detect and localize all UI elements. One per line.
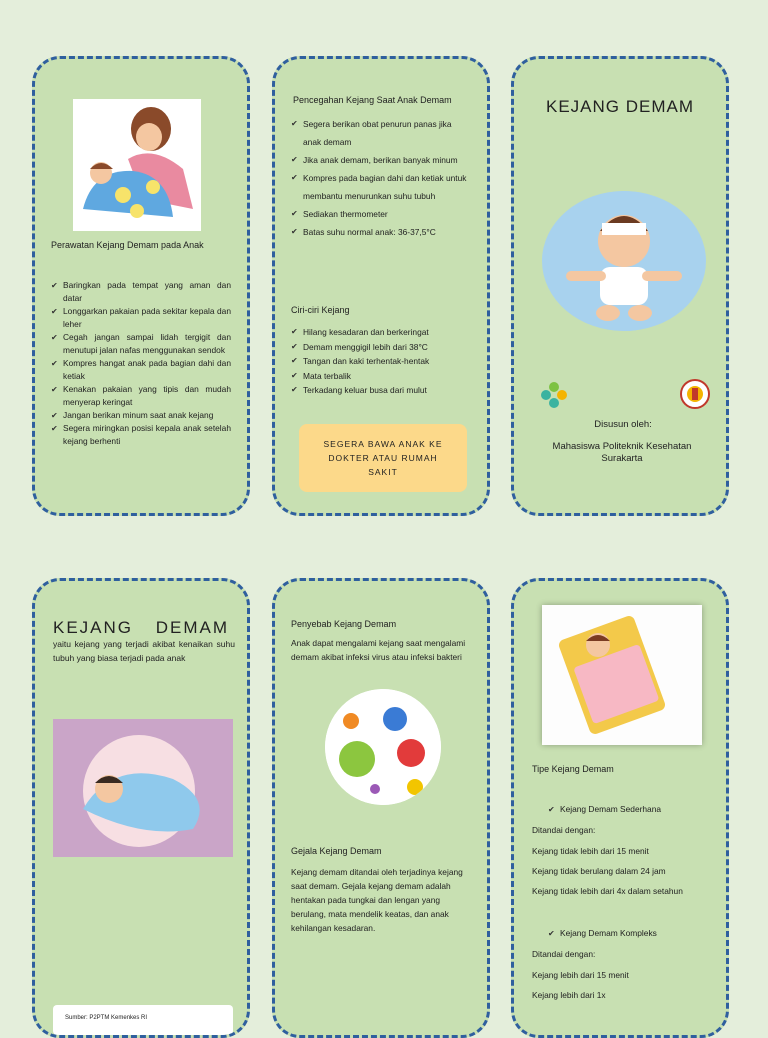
type1-label: ✔ Kejang Demam Sederhana — [548, 803, 718, 816]
callout-text: SEGERA BAWA ANAK KE DOKTER ATAU RUMAH SAKIT — [323, 439, 443, 477]
symptoms-text: Kejang demam ditandai oleh terjadinya kejang saat demam. Gejala kejang demam adalah hentakan pada tungkai dan lengan yang berulang, mata mendelik keatas, dan anak kehilangan kesadaran. — [291, 867, 463, 933]
list-item: ✔ Batas suhu normal anak: 36-37,5°C — [291, 223, 471, 241]
list-item: ✔ Sediakan thermometer — [291, 205, 471, 223]
sick-child-illustration — [542, 191, 706, 331]
panel-types — [511, 578, 729, 1038]
symptoms-list — [291, 325, 481, 398]
type2-marked-by: Ditandai dengan: — [532, 949, 596, 959]
child-in-blanket-illustration — [53, 719, 233, 857]
child-in-bed-illustration — [542, 605, 702, 745]
type2-label: ✔ Kejang Demam Kompleks — [548, 927, 718, 940]
causes-text: Anak dapat mengalami kejang saat mengalami demam akibat infeksi virus atau infeksi bakteri — [291, 638, 466, 662]
panel-prevention — [272, 56, 490, 516]
list-item: ✔ Cegah jangan sampai lidah tergigit dan menutupi jalan nafas menggunakan sendok — [51, 331, 231, 357]
poltekkes-logo — [680, 379, 710, 409]
type2-item: Kejang lebih dari 1x — [532, 990, 606, 1000]
list-item: ✔ Segera miringkan posisi kepala anak setelah kejang berhenti — [51, 422, 231, 448]
definition-title: KEJANG DEMAM — [53, 618, 229, 637]
list-item: ✔ Segera berikan obat penurun panas jika anak demam — [291, 115, 471, 151]
type2-item: Kejang lebih dari 15 menit — [532, 970, 629, 980]
type1-item: Kejang tidak lebih dari 15 menit — [532, 846, 649, 856]
list-item: ✔ Baringkan pada tempat yang aman dan datar — [51, 279, 231, 305]
type1-list — [548, 803, 718, 816]
source-text: Sumber: P2PTM Kemenkes RI — [65, 1015, 148, 1021]
type1-item: Kejang tidak berulang dalam 24 jam — [532, 866, 666, 876]
panel-cover — [511, 56, 729, 516]
definition-text — [53, 618, 235, 665]
prevention-list — [291, 115, 471, 241]
compiled-by-label: Disusun oleh: — [594, 419, 652, 430]
callout-box — [299, 424, 467, 492]
panel-causes — [272, 578, 490, 1038]
type1-item: Kejang tidak lebih dari 4x dalam setahun — [532, 886, 683, 896]
list-item: ✔ Demam menggigil lebih dari 38°C — [291, 340, 481, 355]
types-heading: Tipe Kejang Demam — [532, 764, 614, 774]
prevention-heading: Pencegahan Kejang Saat Anak Demam — [293, 95, 452, 105]
list-item: ✔ Jangan berikan minum saat anak kejang — [51, 409, 231, 422]
list-item: ✔ Hilang kesadaran dan berkeringat — [291, 325, 481, 340]
type2-list — [548, 927, 718, 940]
list-item: ✔ Mata terbalik — [291, 369, 481, 384]
care-heading: Perawatan Kejang Demam pada Anak — [51, 240, 204, 250]
ministry-logo — [540, 381, 568, 409]
source-box — [53, 1005, 233, 1035]
causes-heading: Penyebab Kejang Demam — [291, 619, 397, 629]
list-item: ✔ Longgarkan pakaian pada sekitar kepala dan leher — [51, 305, 231, 331]
care-list — [51, 279, 231, 448]
mother-child-illustration — [73, 99, 201, 231]
panel-definition — [32, 578, 250, 1038]
type1-marked-by: Ditandai dengan: — [532, 825, 596, 835]
list-item: ✔ Kompres hangat anak pada bagian dahi dan ketiak — [51, 357, 231, 383]
list-item: ✔ Terkadang keluar busa dari mulut — [291, 383, 481, 398]
list-item: ✔ Kenakan pakaian yang tipis dan mudah menyerap keringat — [51, 383, 231, 409]
author: Mahasiswa Politeknik Kesehatan Surakarta — [552, 441, 692, 464]
list-item: ✔ Tangan dan kaki terhentak-hentak — [291, 354, 481, 369]
virus-illustration — [325, 689, 441, 805]
list-item: ✔ Kompres pada bagian dahi dan ketiak untuk membantu menurunkan suhu tubuh — [291, 169, 471, 205]
list-item: ✔ Jika anak demam, berikan banyak minum — [291, 151, 471, 169]
symptoms-heading-2: Gejala Kejang Demam — [291, 846, 382, 856]
definition-body: yaitu kejang yang terjadi akibat kenaikan suhu tubuh yang biasa terjadi pada anak — [53, 639, 235, 663]
cover-title: KEJANG DEMAM — [545, 97, 695, 116]
panel-care — [32, 56, 250, 516]
symptoms-heading: Ciri-ciri Kejang — [291, 305, 350, 315]
